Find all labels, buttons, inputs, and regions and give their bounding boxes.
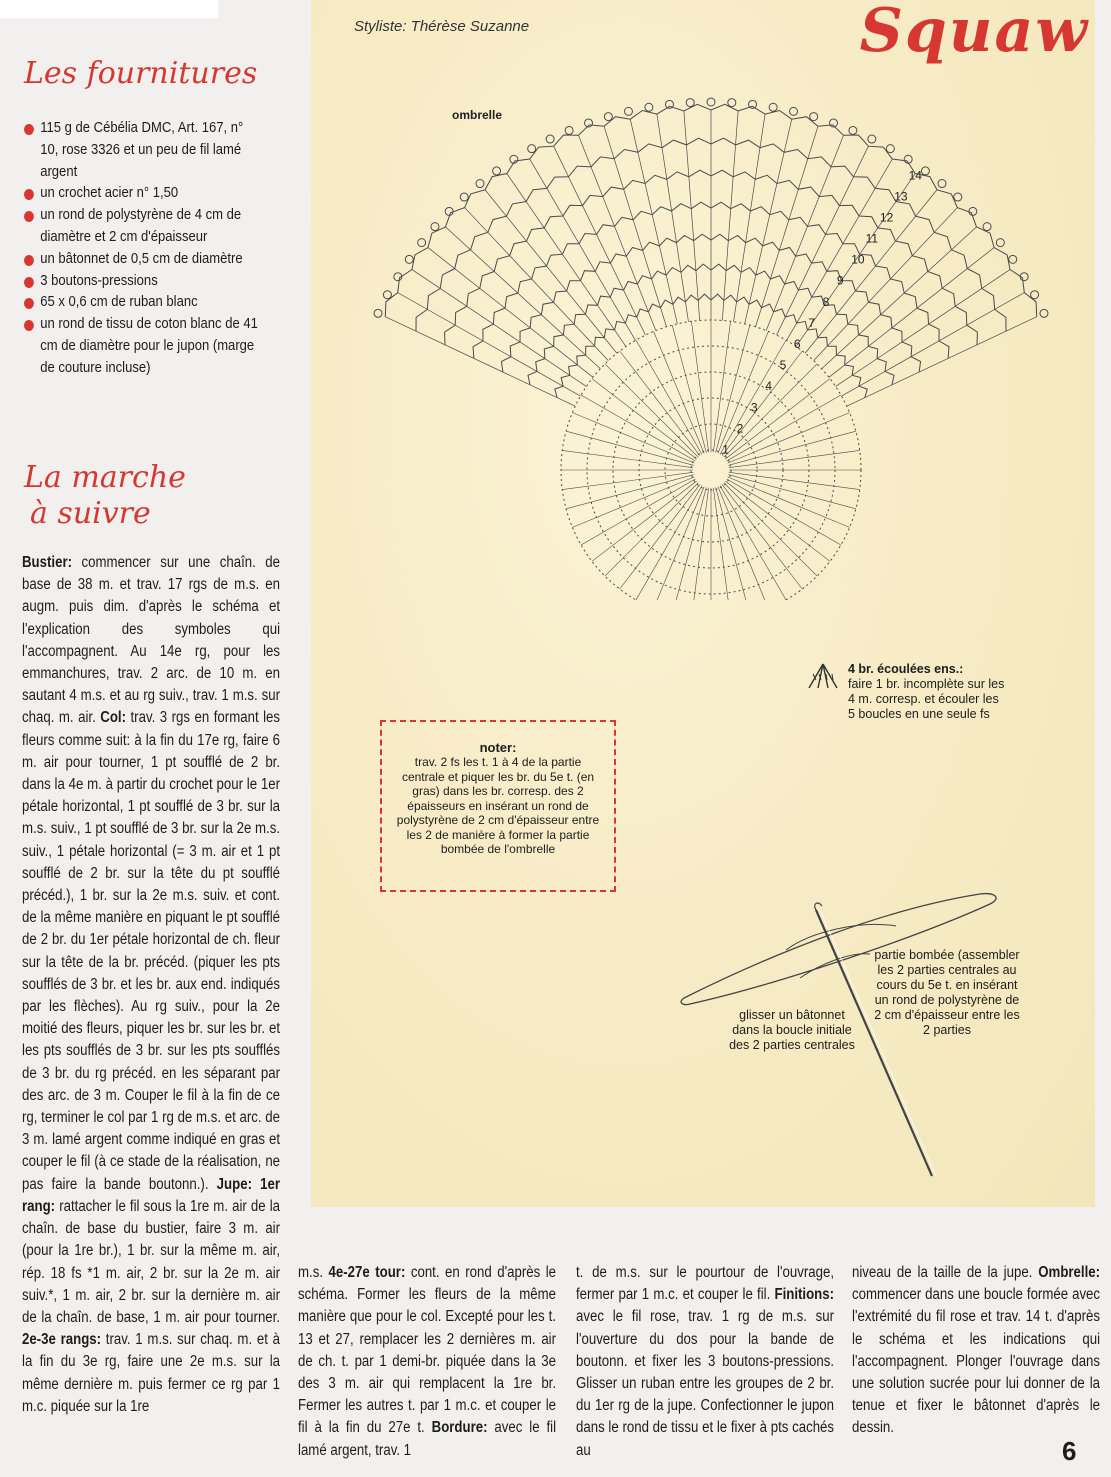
legend-text: faire 1 br. incomplète sur les 4 m. corresp. et écouler les 5 boucles en une seule fs [848, 677, 1005, 721]
instructions-column-3 [576, 1262, 834, 1462]
legend [848, 662, 1008, 722]
instructions-title-line2: à suivre [30, 496, 151, 531]
c2-start: m.s. [298, 1264, 329, 1281]
bullet-icon [24, 277, 34, 288]
rangs-text: trav. 1 m.s. sur chaq. m. et à la fin du 3e rg, faire une 2e m.s. sur la même dernière m. puis fermer ce rg par 1 m.c. piquée sur la 1re [22, 1331, 281, 1415]
round-number-label: 4 [765, 379, 772, 394]
stick-annotation: glisser un bâtonnet dans la boucle initiale des 2 parties centrales [729, 1008, 855, 1052]
round-number-label: 2 [736, 421, 744, 436]
round-number-label: 1 [722, 442, 729, 457]
round-number-label: 11 [865, 231, 879, 246]
supply-item-text: un bâtonnet de 0,5 cm de diamètre [40, 250, 243, 267]
supply-item-text: 65 x 0,6 cm de ruban blanc [40, 294, 198, 311]
instructions-column-4 [852, 1262, 1100, 1440]
tours-label: 4e-27e tour: [328, 1264, 406, 1281]
supply-item-text: un crochet acier n° 1,50 [40, 185, 179, 202]
ombrelle-label: Ombrelle: [1038, 1264, 1101, 1281]
round-number-label: 7 [808, 315, 815, 330]
supply-item [24, 118, 263, 183]
instructions-title-line1: La marche [24, 460, 186, 495]
supply-item-text: un rond de tissu de coton blanc de 41 cm de diamètre pour le jupon (marge de couture incluse) [40, 316, 258, 376]
instructions-title [24, 460, 186, 532]
round-number-label: 9 [836, 273, 844, 288]
col-text: trav. 3 rgs en formant les fleurs comme suit: à la fin du 17e rg, faire 6 m. air pour tourner, 1 pt soufflé de 2 br. dans la 4e m. à partir du crochet pour le 1er pétale horizontal, 1 pt soufflé de 3 br. sur la m.s. suiv., 1 pt soufflé de 3 br. sur la 2e m.s. suiv., 1 pétale horizontal (= 3 m. air et 1 pt soufflé de 2 br. sur la tête du pt soufflé précéd.), 1 br. sur la 2e m.s. suiv. et cont. de la même manière en piquant le pt soufflé de 2 br. du 1er pétale horizontal de ch. fleur sur la tête de la br. précéd. (piquer les pts soufflés de 3 br. et les br. aux end. indiqués par les flèches). Au rg suiv., pour la 2e moitié des fleurs, piquer les br. sur les br. et les pts soufflés de 3 br. sur les pts soufflés de 3 br. du rg précéd. en les séparant par des arc. de 3 m. Couper le fil à la fin de ce rg, terminer le col par 1 rg de m.s. et arc. de 3 m. lamé argent comme indiqué en gras et couper le fil (à ce stade de la réalisation, ne pas faire la bande boutonn.). [22, 709, 281, 1193]
legend-title: 4 br. écoulées ens.: [848, 662, 964, 676]
round-number-label: 8 [822, 294, 830, 309]
bullet-icon [24, 124, 34, 135]
jupe-label: Jupe: 1er rang: [22, 1175, 281, 1215]
supply-item [24, 271, 263, 293]
c3-start: t. de m.s. sur le pourtour de l'ouvrage, fermer par 1 m.c. et couper le fil. [576, 1264, 835, 1304]
bordure-text: avec le fil lamé argent, trav. 1 [298, 1419, 557, 1459]
parasol-assembly-drawing [660, 880, 1080, 1200]
round-number-label: 3 [750, 400, 758, 415]
decrease-symbol-icon [806, 662, 840, 690]
jupe-text: rattacher le fil sous la 1re m. air de la chaîn. de base du bustier, faire 3 m. air (pour la 1re br.), 1 br. sur la même m. air, rép. 18 fs *1 m. air, 2 br. sur la 2e m. air suiv.*, 1 m. air, 2 br. sur la dernière m. air de la chaîn. de base, 1 m. air pour tourner. [22, 1197, 281, 1326]
c4-start: niveau de la taille de la jupe. [852, 1264, 1039, 1281]
round-number-label: 12 [879, 210, 894, 225]
instructions-column-1 [22, 552, 280, 1418]
supplies-title: Les fournitures [24, 56, 258, 91]
bullet-icon [24, 255, 34, 266]
instructions-column-2 [298, 1262, 556, 1462]
page-number: 6 [1062, 1436, 1077, 1466]
finitions-label: Finitions: [774, 1286, 835, 1304]
bullet-icon [24, 320, 34, 331]
bustier-text: commencer sur une chaîn. de base de 38 m. et trav. 17 rgs de m.s. en augm. puis dim. d'après le schéma et l'explication des symboles qui l'accompagnent. Au 14e rg, pour les emmanchures, trav. 2 arc. de 10 m. en sautant 4 m.s. et au rg suiv., trav. 1 m.s. sur chaq. m. air. [22, 554, 281, 727]
ombrelle-text: commencer dans une boucle formée avec l'extrémité du fil rose et trav. 14 t. d'après le schéma et les indications qui l'accompagnent. Plonger l'ouvrage dans une solution sucrée pour lui donner de la tenue et fixer le bâtonnet d'après le dessin. [852, 1286, 1101, 1437]
supply-item [24, 205, 263, 249]
round-number-label: 6 [793, 337, 801, 351]
bustier-label: Bustier: [22, 554, 73, 571]
stylist-credit: Styliste: Thérèse Suzanne [354, 18, 530, 35]
tours-text: cont. en rond d'après le schéma. Former les fleurs de la même manière que pour le col. Excepté pour les t. 13 et 27, remplacer les 2 dernières m. air de ch. t. par 1 demi-br. piquée dans la 3e des 3 m. air qui remplacent la 1re br. Fermer les autres t. par 1 m.c. et couper le fil à la fin du 27e t. [298, 1264, 557, 1437]
note-box [380, 720, 616, 892]
round-number-label: 5 [779, 358, 787, 373]
supply-item [24, 292, 263, 314]
supply-item-text: 115 g de Cébélia DMC, Art. 167, n° 10, rose 3326 et un peu de fil lamé argent [40, 120, 244, 180]
domed-part-annotation: partie bombée (assembler les 2 parties centrales au cours du 5e t. en insérant un rond de polystyrène de 2 cm d'épaisseur entre les 2 parties [874, 948, 1020, 1037]
finitions-text: avec le fil rose, trav. 1 rg de m.s. sur l'ouverture du dos pour la bande de boutonn. et fixer les 3 boutons-pressions. Glisser un ruban entre les groupes de 2 br. du 1er rg de la jupe. Confectionner le jupon dans le rond de tissu et le fixer à pts cachés au [576, 1308, 835, 1459]
round-number-label: 14 [908, 168, 922, 183]
round-number-label: 10 [851, 252, 865, 267]
rangs-label: 2e-3e rangs: [22, 1331, 102, 1349]
supply-item [24, 249, 263, 271]
bullet-icon [24, 211, 34, 222]
bullet-icon [24, 189, 34, 200]
supply-item-text: un rond de polystyrène de 4 cm de diamètre et 2 cm d'épaisseur [40, 207, 242, 245]
umbrella-label: ombrelle [452, 108, 503, 122]
note-title: noter: [479, 740, 517, 755]
supply-item [24, 183, 263, 205]
supply-item-text: 3 boutons-pressions [40, 272, 158, 289]
col-label: Col: [100, 709, 126, 727]
supply-item [24, 314, 263, 379]
bordure-label: Bordure: [431, 1419, 488, 1437]
brand-title: Squaw [859, 0, 1089, 66]
round-number-label: 13 [894, 189, 908, 204]
bullet-icon [24, 298, 34, 309]
supplies-list [24, 118, 263, 380]
umbrella-crochet-chart [311, 60, 1095, 600]
top-white-strip [0, 0, 218, 18]
note-text: trav. 2 fs les t. 1 à 4 de la partie centrale et piquer les br. du 5e t. (en gras) dans les br. corresp. des 2 épaisseurs en insérant un rond de polystyrène de 2 cm d'épaisseur entre les 2 de manière à former la partie bombée de l'ombrelle [396, 755, 600, 856]
